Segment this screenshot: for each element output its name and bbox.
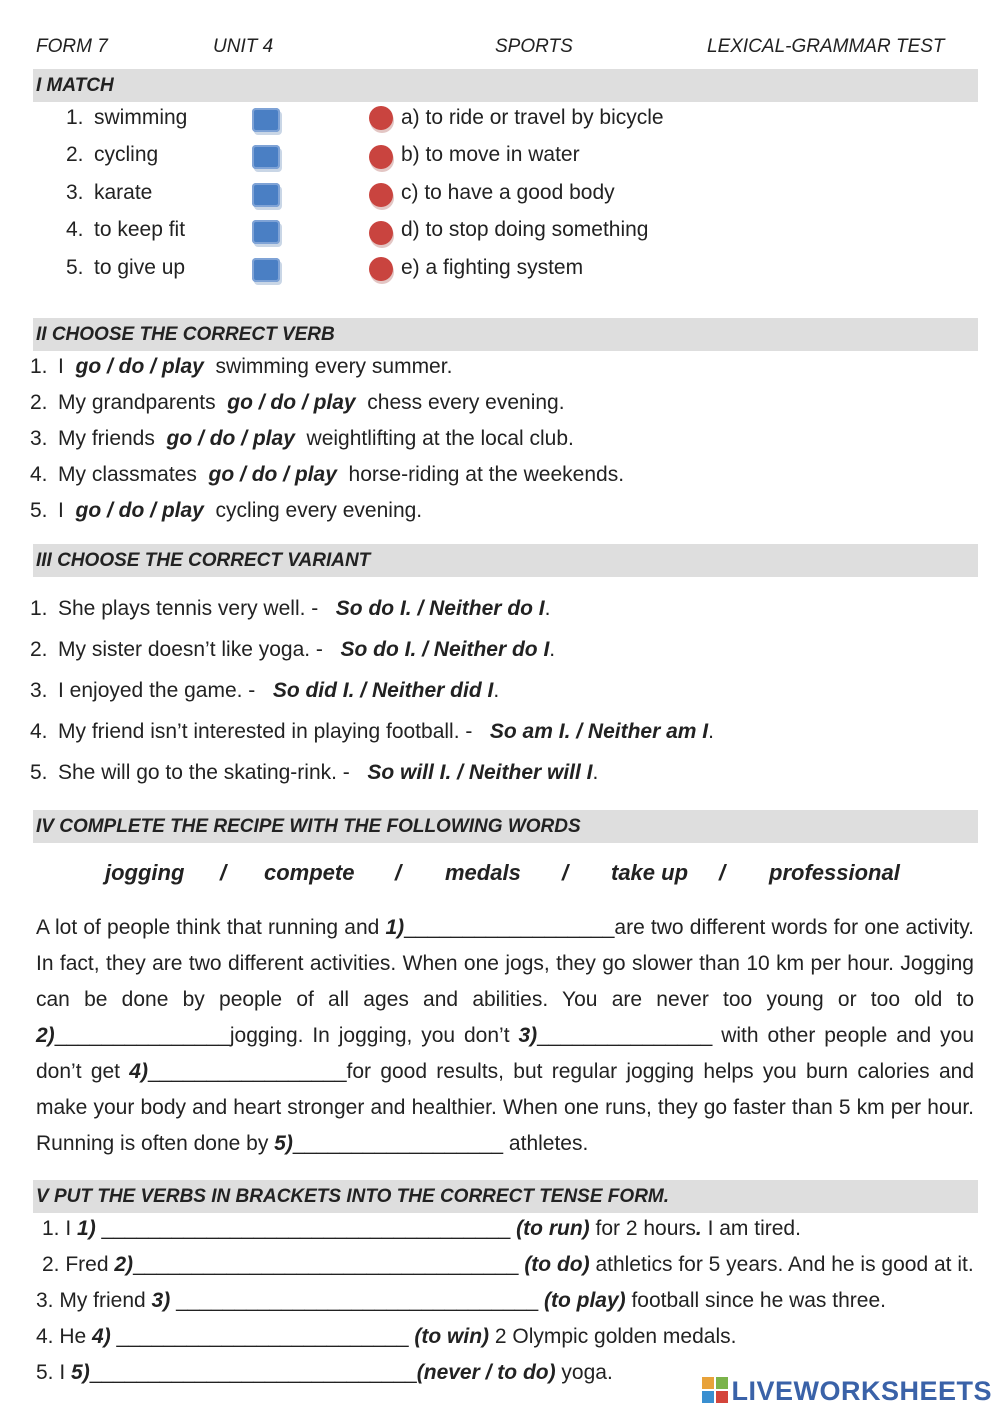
word-bank-separator: /	[562, 860, 569, 885]
tense-blank[interactable]: _______________________________	[170, 1289, 544, 1312]
verb-choice[interactable]: go / do / play	[75, 499, 204, 522]
variant-choice[interactable]: So do I. / Neither do I	[335, 597, 545, 620]
verb-choice[interactable]: go / do / play	[75, 355, 204, 378]
word-bank-separator: /	[395, 860, 402, 885]
recipe-blank-5[interactable]: __________________	[292, 1132, 504, 1155]
match-term-1: 1. swimming	[66, 106, 188, 129]
match-def-c: c) to have a good body	[401, 181, 615, 204]
match-connector-dot[interactable]	[369, 145, 393, 169]
word-bank-item: take up	[611, 860, 689, 885]
match-def-d: d) to stop doing something	[401, 218, 649, 241]
verb-choice[interactable]: go / do / play	[227, 391, 356, 414]
variant-choice[interactable]: So do I. / Neither do I	[340, 638, 550, 661]
word-bank-item: compete	[264, 860, 355, 885]
liveworksheets-logo-text: LIVEWORKSHEETS	[731, 1376, 992, 1406]
tense-item-1: 1. I 1) ___________________________________ (to run) for 2 hours. I am tired.	[42, 1217, 801, 1240]
verb-item-3: 3. My friends go / do / play weightlifting at the local club.	[30, 427, 574, 450]
match-term-4: 4. to keep fit	[66, 218, 186, 241]
variant-choice[interactable]: So did I. / Neither did I	[272, 679, 494, 702]
header-topic: SPORTS	[495, 36, 573, 57]
tense-blank[interactable]: ___________________________________	[95, 1217, 517, 1240]
match-connector-dot[interactable]	[369, 106, 393, 130]
match-term-2: 2. cycling	[66, 143, 159, 166]
match-connector-square[interactable]	[252, 145, 280, 169]
match-connector-dot[interactable]	[369, 221, 393, 245]
header-test: LEXICAL-GRAMMAR TEST	[707, 36, 945, 57]
match-def-b: b) to move in water	[401, 143, 580, 166]
word-bank-item: professional	[769, 860, 900, 885]
variant-item-2: 2. My sister doesn’t like yoga. - So do I. / Neither do I.	[30, 638, 556, 661]
match-def-e: e) a fighting system	[401, 256, 584, 279]
section-title-tense: V PUT THE VERBS IN BRACKETS INTO THE CORRECT TENSE FORM.	[33, 1180, 978, 1213]
recipe-blank-3[interactable]: _______________	[537, 1024, 713, 1047]
variant-item-5: 5. She will go to the skating-rink. - So will I. / Neither will I.	[30, 761, 599, 784]
tense-blank[interactable]: _________________________	[110, 1325, 415, 1348]
variant-choice[interactable]: So will I. / Neither will I	[367, 761, 593, 784]
word-bank-separator: /	[719, 860, 726, 885]
match-term-3: 3. karate	[66, 181, 153, 204]
match-connector-square[interactable]	[252, 108, 280, 132]
match-connector-square[interactable]	[252, 183, 280, 207]
section-title-match: I MATCH	[33, 69, 978, 102]
tense-item-2: 2. Fred 2)_________________________________ (to do) athletics for 5 years. And he is good at it.	[42, 1253, 974, 1276]
recipe-paragraph: A lot of people think that running and 1)__________________are two different words for one activity. In fact, they are two different activities. When one jogs, they go slower than 10 km per hour. Jogging can be done by people of all ages and abilities. You are never too young or too old to 2)_______________jogging. In jogging, you don’t 3)_______________ with other people and you don’t get 4)_________________for good results, but regular jogging helps you burn calories and make your body and heart stronger and healthier. When one runs, they go faster than 5 km per hour. Running is often done by 5)__________________ athletes.	[36, 916, 974, 1155]
match-connector-dot[interactable]	[369, 183, 393, 207]
tense-item-5: 5. I 5)____________________________(never / to do) yoga.	[36, 1361, 613, 1384]
header-form: FORM 7	[36, 36, 108, 57]
verb-item-4: 4. My classmates go / do / play horse-riding at the weekends.	[30, 463, 625, 486]
word-bank-item: jogging	[105, 860, 185, 885]
match-connector-dot[interactable]	[369, 257, 393, 281]
variant-item-1: 1. She plays tennis very well. - So do I. / Neither do I.	[30, 597, 551, 620]
liveworksheets-logo	[702, 1376, 992, 1407]
liveworksheets-logo-icon	[702, 1377, 728, 1403]
header-unit: UNIT 4	[213, 36, 274, 57]
section-title-recipe: IV COMPLETE THE RECIPE WITH THE FOLLOWING WORDS	[33, 810, 978, 843]
verb-item-2: 2. My grandparents go / do / play chess every evening.	[30, 391, 565, 414]
tense-blank[interactable]: _________________________________	[133, 1253, 525, 1276]
recipe-blank-1[interactable]: __________________	[404, 916, 615, 939]
verb-item-5: 5. I go / do / play cycling every evening.	[30, 499, 423, 522]
word-bank-separator: /	[220, 860, 227, 885]
variant-item-4: 4. My friend isn’t interested in playing football. - So am I. / Neither am I.	[30, 720, 714, 743]
section-title-variant: III CHOOSE THE CORRECT VARIANT	[33, 544, 978, 577]
variant-choice[interactable]: So am I. / Neither am I	[489, 720, 709, 743]
match-connector-square[interactable]	[252, 220, 280, 244]
tense-item-4: 4. He 4) _________________________ (to win) 2 Olympic golden medals.	[36, 1325, 737, 1348]
verb-choice[interactable]: go / do / play	[166, 427, 295, 450]
section-title-verb: II CHOOSE THE CORRECT VERB	[33, 318, 978, 351]
verb-choice[interactable]: go / do / play	[208, 463, 337, 486]
tense-item-3: 3. My friend 3) _______________________________ (to play) football since he was three.	[36, 1289, 886, 1312]
match-connector-square[interactable]	[252, 258, 280, 282]
match-def-a: a) to ride or travel by bicycle	[401, 106, 664, 129]
word-bank-item: medals	[445, 860, 521, 885]
tense-blank[interactable]: ____________________________	[89, 1361, 417, 1384]
recipe-blank-4[interactable]: _________________	[147, 1060, 347, 1083]
recipe-blank-2[interactable]: _______________	[54, 1024, 230, 1047]
variant-item-3: 3. I enjoyed the game. - So did I. / Neither did I.	[30, 679, 500, 702]
match-term-5: 5. to give up	[66, 256, 186, 279]
verb-item-1: 1. I go / do / play swimming every summer.	[30, 355, 453, 378]
